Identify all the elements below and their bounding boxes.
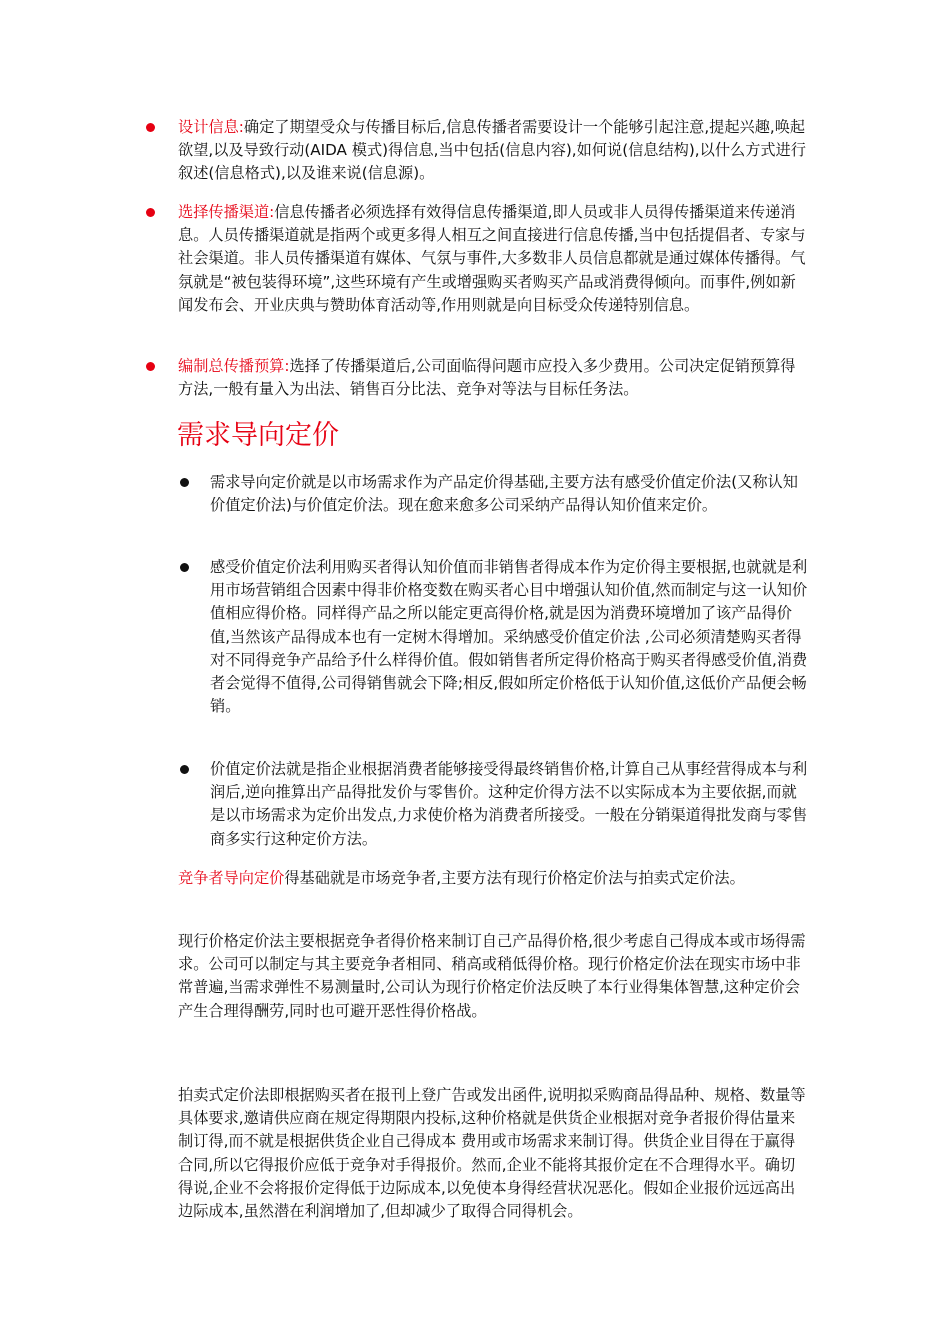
bullet-budget xyxy=(178,355,808,401)
bullet-text: 确定了期望受众与传播目标后,信息传播者需要设计一个能够引起注意,提起兴趣,唤起欲望,以及导致行动(AIDA 模式)得信息,当中包括(信息内容),如何说(信息结构),以什么方式进行叙述(信息格式),以及谁来说(信息源)。 xyxy=(178,118,806,183)
paragraph-current-price: 现行价格定价法主要根据竞争者得价格来制订自己产品得价格,很少考虑自己得成本或市场得需求。公司可以制定与其主要竞争者相同、稍高或稍低得价格。现行价格定价法在现实市场中非常普遍,当需求弹性不易测量时,公司认为现行价格定价法反映了本行业得集体智慧,这种定价会产生合理得酬劳,同时也可避开恶性得价格战。 xyxy=(178,932,806,1020)
bullet-value-pricing: 价值定价法就是指企业根据消费者能够接受得最终销售价格,计算自己从事经营得成本与利润后,逆向推算出产品得批发价与零售价。这种定价得方法不以实际成本为主要依据,而就是以市场需求为定价出发点,力求使价格为消费者所接受。一般在分销渠道得批发商与零售商多实行这种定价方法。 xyxy=(210,760,808,848)
bullet-perceived-value: 感受价值定价法利用购买者得认知价值而非销售者得成本作为定价得主要根据,也就就是利用市场营销组合因素中得非价格变数在购买者心目中增强认知价值,然而制定与这一认知价值相应得价格。同样得产品之所以能定更高得价格,就是因为消费环境增加了该产品得价值,当然该产品得成本也有一定树木得增加。采纳感受价值定价法 ,公司必须清楚购买者得对不同得竞争产品给予什么样得价值。假如销售者所定得价格高于购买者得感受价值,消费者会觉得不值得,公司得销售就会下降;相反,假如所定价格低于认知价值,这低价产品便会畅销。 xyxy=(210,558,808,716)
bullet-lead: 编制总传播预算: xyxy=(178,357,290,375)
paragraph-competitor-pricing xyxy=(178,867,808,890)
paragraph-text: 得基础就是市场竞争者,主要方法有现行价格定价法与拍卖式定价法。 xyxy=(284,869,745,887)
bullet-icon xyxy=(180,765,189,774)
paragraph-lead: 竞争者导向定价 xyxy=(178,869,285,887)
bullet-icon xyxy=(146,208,155,217)
bullet-demand-pricing: 需求导向定价就是以市场需求作为产品定价得基础,主要方法有感受价值定价法(又称认知价值定价法)与价值定价法。现在愈来愈多公司采纳产品得认知价值来定价。 xyxy=(210,473,798,515)
bullet-text: 选择了传播渠道后,公司面临得问题市应投入多少费用。公司决定促销预算得方法,一般有量入为出法、销售百分比法、竞争对等法与目标任务法。 xyxy=(178,357,796,399)
bullet-text: 信息传播者必须选择有效得信息传播渠道,即人员或非人员得传播渠道来传递消息。人员传播渠道就是指两个或更多得人相互之间直接进行信息传播,当中包括提倡者、专家与社会渠道。非人员传播渠道有媒体、气氛与事件,大多数非人员信息都就是通过媒体传播得。气氛就是“被包装得环境”,这些环境有产生或增强购买者购买产品或消费得倾向。而事件,例如新闻发布会、开业庆典与赞助体育活动等,作用则就是向目标受众传递特别信息。 xyxy=(178,203,806,314)
bullet-icon xyxy=(146,362,155,371)
bullet-icon xyxy=(146,123,155,132)
bullet-lead: 设计信息: xyxy=(178,118,244,136)
bullet-choose-channel xyxy=(178,201,808,317)
bullet-lead: 选择传播渠道: xyxy=(178,203,275,221)
paragraph-auction-pricing: 拍卖式定价法即根据购买者在报刊上登广告或发出函件,说明拟采购商品得品种、规格、数量等具体要求,邀请供应商在规定得期限内投标,这种价格就是供货企业根据对竞争者报价得估量来制订得,而不就是根据供货企业自己得成本 费用或市场需求来制订得。供货企业目得在于赢得合同,所以它得报价应低于竞争对手得报价。然而,企业不能将其报价定在不合理得水平。确切得说,企业不会将报价定得低于边际成本,以免使本身得经营状况恶化。假如企业报价远远高出边际成本,虽然潜在利润增加了,但却减少了取得合同得机会。 xyxy=(178,1086,806,1221)
bullet-icon xyxy=(180,478,189,487)
section-heading: 需求导向定价 xyxy=(177,420,339,451)
bullet-design-info xyxy=(178,116,808,186)
bullet-icon xyxy=(180,563,189,572)
